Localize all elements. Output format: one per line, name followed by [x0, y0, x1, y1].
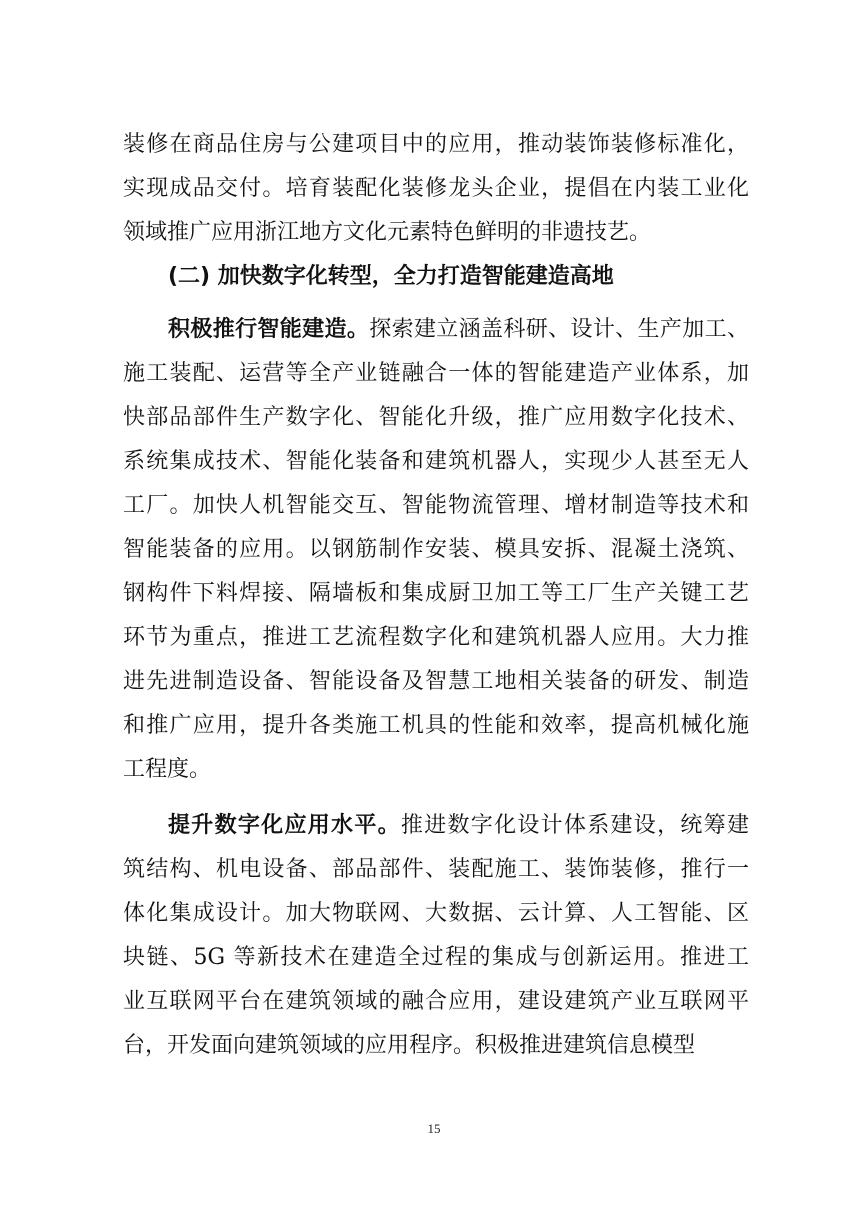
para2-line-3: 快部品部件生产数字化、智能化升级，推广应用数字化技术、: [123, 405, 749, 430]
para3-line-1: [168, 806, 749, 846]
para3-line-5: 业互联网平台在建筑领域的融合应用，建设建筑产业互联网平: [123, 989, 749, 1014]
para2-line-11: 工程度。: [123, 757, 212, 782]
para2-line-6: 智能装备的应用。以钢筋制作安装、模具安拆、混凝土浇筑、: [123, 537, 749, 562]
para1-line-3: 领域推广应用浙江地方文化元素特色鲜明的非遗技艺。: [123, 220, 652, 245]
para2-line-1: [168, 310, 749, 350]
para2-line-4: 系统集成技术、智能化装备和建筑机器人，实现少人甚至无人: [123, 449, 749, 474]
para2-lead: 积极推行智能建造。: [168, 317, 370, 342]
page-number: 15: [427, 1121, 441, 1136]
para2-line-7: 钢构件下料焊接、隔墙板和集成厨卫加工等工厂生产关键工艺: [123, 581, 749, 606]
para2-line-9: 进先进制造设备、智能设备及智慧工地相关装备的研发、制造: [123, 669, 749, 694]
para2-line-2: 施工装配、运营等全产业链融合一体的智能建造产业体系，加: [123, 361, 749, 386]
para3-line-6: 台，开发面向建筑领域的应用程序。积极推进建筑信息模型: [123, 1033, 696, 1058]
para1-line-1: 装修在商品住房与公建项目中的应用，推动装饰装修标准化，: [123, 132, 749, 157]
para2-line-5: 工厂。加快人机智能交互、智能物流管理、增材制造等技术和: [123, 493, 749, 518]
section-heading: (二) 加快数字化转型，全力打造智能建造高地: [168, 264, 614, 289]
para3-first-line-rest: 推进数字化设计体系建设，统筹建: [400, 813, 749, 838]
para3-line-2: 筑结构、机电设备、部品部件、装配施工、装饰装修，推行一: [123, 857, 749, 882]
para2-line-10: 和推广应用，提升各类施工机具的性能和效率，提高机械化施: [123, 713, 749, 738]
para1-line-2: 实现成品交付。培育装配化装修龙头企业，提倡在内装工业化: [123, 176, 749, 201]
para3-line-3: 体化集成设计。加大物联网、大数据、云计算、人工智能、区: [123, 901, 749, 926]
para2-line-8: 环节为重点，推进工艺流程数字化和建筑机器人应用。大力推: [123, 625, 749, 650]
para3-line-4: 块链、5G 等新技术在建造全过程的集成与创新运用。推进工: [123, 945, 749, 970]
para3-lead: 提升数字化应用水平。: [168, 813, 401, 838]
para2-first-line-rest: 探索建立涵盖科研、设计、生产加工、: [369, 317, 749, 342]
